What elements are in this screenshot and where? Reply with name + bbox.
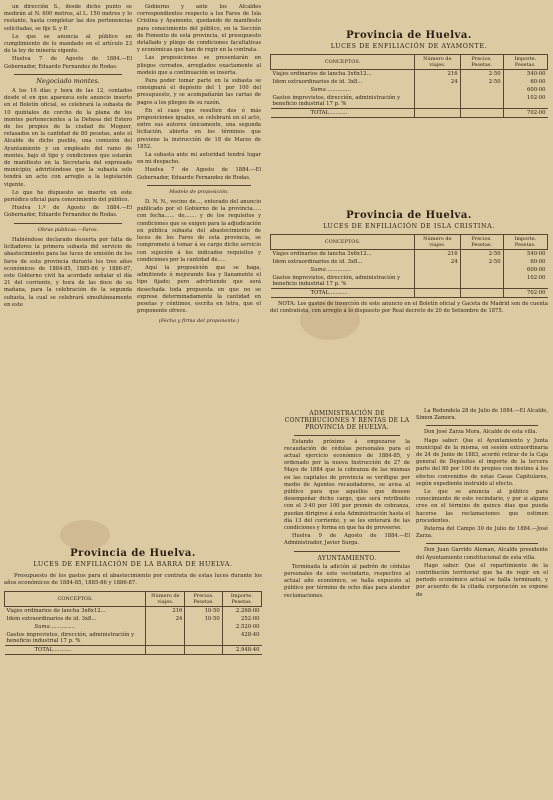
budget-table <box>270 234 548 298</box>
table-row <box>271 86 548 94</box>
col1-paragraph: un dirección S., desde dicho punto se medirán al N. 600 metros, al L. 150 metros y lo restante, hasta completar las dos pertenencias solicitadas, se fije S. y P. <box>4 4 132 32</box>
divider <box>426 543 538 544</box>
total-label: TOTAL........... <box>271 289 415 298</box>
total-value: 702·00 <box>503 109 547 118</box>
column-2 <box>137 4 261 544</box>
table-row <box>271 266 548 274</box>
model-heading: Modelo de proposición. <box>169 188 229 195</box>
amount-cell: 600·00 <box>503 266 547 274</box>
col2-paragraph: Aquí la proposición que se haga, admitiendo ó mejorando lisa y llanamente el tipo fijado; pero advirtiendo que será desechada toda propuesta en que no se exprese determinadamente la cantidad en pesetas y céntimos, escrita en letra, que el proponente ofrece. <box>137 264 261 315</box>
amount-cell: 252·00 <box>222 615 261 623</box>
header-trips: Número de viajes. <box>146 592 185 607</box>
col3-paragraph: Terminada la adición al padrón de cédulas personales de este vecindario, respectivo al actual año económico, se halla expuesto al público por término de ocho días para atender reclamaciones. <box>284 563 410 599</box>
col1-paragraph: Habiéndose declarado desierta por falta de licitadores la primera subasta del servicio de abastecimiento para las luces de emisión de los faros de esta provincia durante los tres años económicos de 1884-85, 1885-86 y 1886-87, este Gobierno civil ha acordado señalar el día 21 del corriente, y hora de las doce de su mañana, para la celebración de la segunda subasta, la cual se celebrará simultáneamente en este <box>4 236 132 308</box>
table-subtitle: LUCES DE ENFILIACIÓN DE ISLA CRISTINA. <box>323 223 495 230</box>
table-ayamonte-block <box>270 30 548 118</box>
total-value: 702·00 <box>503 289 547 298</box>
col4-paragraph: Don Juan Garrido Aleman, Alcalde presidente del Ayuntamiento constitucional de esta villa. <box>416 547 548 561</box>
price-cell <box>460 274 503 289</box>
province-title: Provincia de Huelva. <box>346 30 472 41</box>
section-heading: Obras públicas.—Faros. <box>37 226 99 233</box>
amount-cell: 102·00 <box>503 274 547 289</box>
trips-cell <box>415 266 461 274</box>
col1-paragraph: Lo que he dispuesto se inserte en este periódico oficial para conocimiento del público. <box>4 189 132 204</box>
total-row <box>5 646 262 655</box>
col4-paragraph: Don José Zarza Mora, Alcalde de esta villa. <box>424 429 538 436</box>
col3-paragraph: Estando próximo á empezarse la recaudación de cédulas personales para el actual ejercicio económico de 1884-85, y ordenado por la nueva Instrucción de 27 de Mayo de 1884 que la cobranza de las mismas en las capitales de provincia se verifique por medio de Agentes recaudadores, se avisa al público para que aquellos que deseen desempeñar dicho cargo, que será retribuido con el 3·40 por 100 por premio de cobranza, puedan dirigirse á esta Administración hasta el día 13 del corriente, y se les enterará de las condiciones y forma en que ha de proveerse. <box>284 438 410 532</box>
col4-opening: La Redondela 28 de Julio de 1884.—El Alcalde, Simon Zamora. <box>416 408 548 422</box>
amount-cell: 428·40 <box>222 631 261 646</box>
price-cell: 10·50 <box>185 615 222 623</box>
province-title: Provincia de Huelva. <box>70 548 196 559</box>
trips-cell <box>415 274 461 289</box>
amount-cell: 2.268·00 <box>222 607 261 616</box>
header-concepts: CONCEPTOS. <box>271 55 415 70</box>
price-cell: 2·50 <box>460 258 503 266</box>
concept-cell: Idem extraordinarios de id. 3x8... <box>6 616 97 622</box>
table-row <box>5 615 262 623</box>
concept-cell: Gastos imprevistos, dirección, administración y beneficio industrial 17 p. % <box>272 275 401 287</box>
header-price: Precios. Pesetas. <box>460 55 503 70</box>
col2-paragraph: La subasta ante mi autoridad tendrá lugar en mi despacho. <box>137 152 261 166</box>
header-concepts: CONCEPTOS. <box>271 235 415 250</box>
concept-cell: Suma............... <box>34 624 75 630</box>
header-concepts: CONCEPTOS. <box>5 592 146 607</box>
table-row <box>271 274 548 289</box>
col4-paragraph: Lo que se anuncia al público para conocimiento de este vecindario, y por si alguno cree en el término de quince días que pueda hacerse las reclamaciones que estimen procedentes. <box>416 489 548 524</box>
table-row <box>271 94 548 109</box>
trips-cell: 216 <box>415 250 461 259</box>
amount-cell: 60·00 <box>503 258 547 266</box>
total-label: TOTAL........... <box>5 646 146 655</box>
trips-cell <box>146 623 185 631</box>
table-subtitle: LUCES DE ENFILIACIÓN DE AYAMONTE. <box>330 43 488 50</box>
column-1 <box>4 4 132 544</box>
price-cell <box>185 623 222 631</box>
trips-cell: 24 <box>146 615 185 623</box>
concept-cell: Suma............... <box>310 87 351 93</box>
column-3 <box>284 408 410 796</box>
concept-cell: Idem extraordinarios de id. 3x8... <box>272 79 363 85</box>
table-row <box>271 250 548 259</box>
col1-signature: Huelva 1.º de Agosto de 1884.—El Gobernador, Eduardo Fernandez de Rodas. <box>4 205 132 219</box>
col2-paragraph: Para poder tomar parte en la subasta se consignará el depósito del 1 por 100 del presupuesto, y se acompañarán las cartas de pagos a los pliegos de su razón. <box>137 78 261 106</box>
divider <box>294 435 400 436</box>
table-row <box>271 258 548 266</box>
concept-cell: Suma............... <box>310 267 351 273</box>
trips-cell: 216 <box>415 70 461 79</box>
trips-cell: 216 <box>146 607 185 616</box>
section-heading: Negociado montes. <box>36 76 100 85</box>
table-row <box>5 631 262 646</box>
total-row <box>271 109 548 118</box>
total-value: 2.948·40 <box>222 646 261 655</box>
amount-cell: 540·00 <box>503 70 547 79</box>
col2-paragraph: D. N. N., vecino de..., enterado del anuncio publicado por el Gobierno de la provincia..... con fecha...... de....... y de los requisitos y condiciones que se exigen para la adjudicación en pública subasta del abastecimiento de luces de los Faros de esta provincia, se compromete á tomar á su cargo dicho servicio con sujeción á los indicados requisitos y condiciones por la cantidad de..... <box>137 199 261 263</box>
table-row <box>5 607 262 616</box>
divider <box>426 425 538 426</box>
header-price: Precios. Pesetas. <box>460 235 503 250</box>
table-barra-block <box>4 548 262 655</box>
col1-paragraph: A los 10 días y hora de las 12, contados desde el en que aparezca este anuncio inserto en el Boletín oficial, se celebrará la subasta de 10 quintales de corcho de la plana de los montes pertenecientes a la Dehesa del Estero de los propios de la ciudad de Moguer, retasados en la cantidad de 80 pesetas, ante el Alcalde de dicho pueblo, una comisión del Ayuntamiento y un empleado del ramo de montes, bajo el tipo y condiciones que estarán de manifiesto en la Secretaría del expresado municipio; advirtiéndose que la subasta solo tendrá un acto con arreglo a la legislación vigente. <box>4 88 132 188</box>
total-label: TOTAL........... <box>271 109 415 118</box>
amount-cell: 2.520·00 <box>222 623 261 631</box>
col2-paragraph: Las proposiciones se presentarán en pliegos cerrados, arreglados exactamente al modelo que a continuación se inserta. <box>137 55 261 76</box>
col2-paragraph: Gobierno y ante los Alcaldes correspondientes respecto a los Faros de Isla Cristina y Ayamonte, quedando de manifiesto para conocimiento del público, en la Sección de Fomento de esta provincia, el presupuesto detallado y pliego de condiciones facultativas y económicas que han de regir en la contrata. <box>137 4 261 54</box>
total-row <box>271 289 548 298</box>
concept-cell: Gastos imprevistos, dirección, administración y beneficio industrial 17 p. % <box>272 95 401 107</box>
col4-signature: Paterna del Campo 30 de Julio de 1884.—José Zarza. <box>416 526 548 540</box>
divider <box>294 551 400 552</box>
divider <box>14 223 122 224</box>
header-trips: Número de viajes. <box>415 235 461 250</box>
table-note: NOTA: Los gastos de inserción de este anuncio en el Boletín oficial y Gaceta de Madrid son de cuenta del contratista, con arreglo á lo dispuesto por Real decreto de 20 de Setiembre de 1875. <box>270 301 548 314</box>
trips-cell: 24 <box>415 78 461 86</box>
concept-cell: Viajes ordinarios de lancha 3x6x12... <box>272 71 372 77</box>
table-intro: Presupuesto de los gastos para el abastecimiento por contrata de estas luces durante los años económicos de 1884-85, 1885-86 y 1886-87. <box>4 573 262 586</box>
budget-table <box>270 54 548 118</box>
table-row <box>5 623 262 631</box>
price-cell: 2·50 <box>460 250 503 259</box>
header-amount: Importe. Pesetas. <box>503 55 547 70</box>
divider <box>147 185 251 186</box>
amount-cell: 60·00 <box>503 78 547 86</box>
table-row <box>271 78 548 86</box>
col1-paragraph: Lo que se anuncia al público en cumplimiento de lo mandado en el artículo 23 de la ley de minería vigente. <box>4 33 132 55</box>
model-footer: (Fecha y firma del proponente.) <box>158 318 240 325</box>
trips-cell <box>415 86 461 94</box>
price-cell <box>185 631 222 646</box>
col4-paragraph: Hago saber: Que el Ayuntamiento y Junta municipal de la misma, en sesión extraordinaria de 24 de Junio de 1883, acordó retirar de la Caja general de Depósitos el importe de la tercera parte del 80 por 100 de propios con destino á los efectos convenidos de estas Casas Capitulares, según expediente instruido al efecto. <box>416 437 548 487</box>
col2-signature: Huelva 7 de Agosto de 1884.—El Gobernador, Eduardo Fernandez de Rodas. <box>137 167 261 181</box>
price-cell: 10·50 <box>185 607 222 616</box>
trips-cell <box>146 631 185 646</box>
trips-cell <box>415 94 461 109</box>
header-trips: Número de viajes. <box>415 55 461 70</box>
col1-signature: Huelva 7 de Agosto de 1884.—El Gobernador, Eduardo Fernandez de Rodas. <box>4 56 132 70</box>
section-heading: ADMINISTRACIÓN DE CONTRIBUCIONES Y RENTAS DE LA PROVINCIA DE HUELVA. <box>284 410 410 432</box>
header-amount: Importe. Pesetas. <box>222 592 261 607</box>
col3-signature: Huelva 9 de Agosto de 1884.—El Administrador, Javier Surga. <box>284 533 410 547</box>
province-title: Provincia de Huelva. <box>346 210 472 221</box>
table-subtitle: LUCES DE ENFILIACIÓN DE LA BARRA DE HUELVA. <box>33 561 233 568</box>
table-isla-block <box>270 210 548 315</box>
table-row <box>271 70 548 79</box>
price-cell <box>460 86 503 94</box>
header-amount: Importe. Pesetas. <box>503 235 547 250</box>
price-cell <box>460 94 503 109</box>
col4-paragraph: Hago saber: Que el repartimiento de la contribución territorial que ha de regir en el periodo económico actual se halla terminado, y por acuerdo de la citada corporación se expone de <box>416 562 548 598</box>
price-cell: 2·50 <box>460 70 503 79</box>
concept-cell: Viajes ordinarios de lancha 3x6x12... <box>272 251 372 257</box>
budget-table <box>4 591 262 655</box>
amount-cell: 600·00 <box>503 86 547 94</box>
concept-cell: Idem extraordinarios de id. 3x8... <box>272 259 363 265</box>
price-cell <box>460 266 503 274</box>
trips-cell: 24 <box>415 258 461 266</box>
header-price: Precios. Pesetas. <box>185 592 222 607</box>
concept-cell: Viajes ordinarios de lancha 3x6x12... <box>6 608 106 614</box>
col2-paragraph: En el caso que resulten dos ó más proposiciones iguales, se celebrará en el acto, entre sus autores únicamente, una segunda licitación, abierta en los términos que previene la instrucción de 18 de Marzo de 1852. <box>137 107 261 150</box>
price-cell: 2·50 <box>460 78 503 86</box>
column-4 <box>416 408 548 796</box>
divider <box>14 74 122 75</box>
ayuntamiento-heading: AYUNTAMIENTO. <box>317 554 377 562</box>
amount-cell: 102·00 <box>503 94 547 109</box>
amount-cell: 540·00 <box>503 250 547 259</box>
concept-cell: Gastos imprevistos, dirección, administración y beneficio industrial 17 p. % <box>6 632 135 644</box>
